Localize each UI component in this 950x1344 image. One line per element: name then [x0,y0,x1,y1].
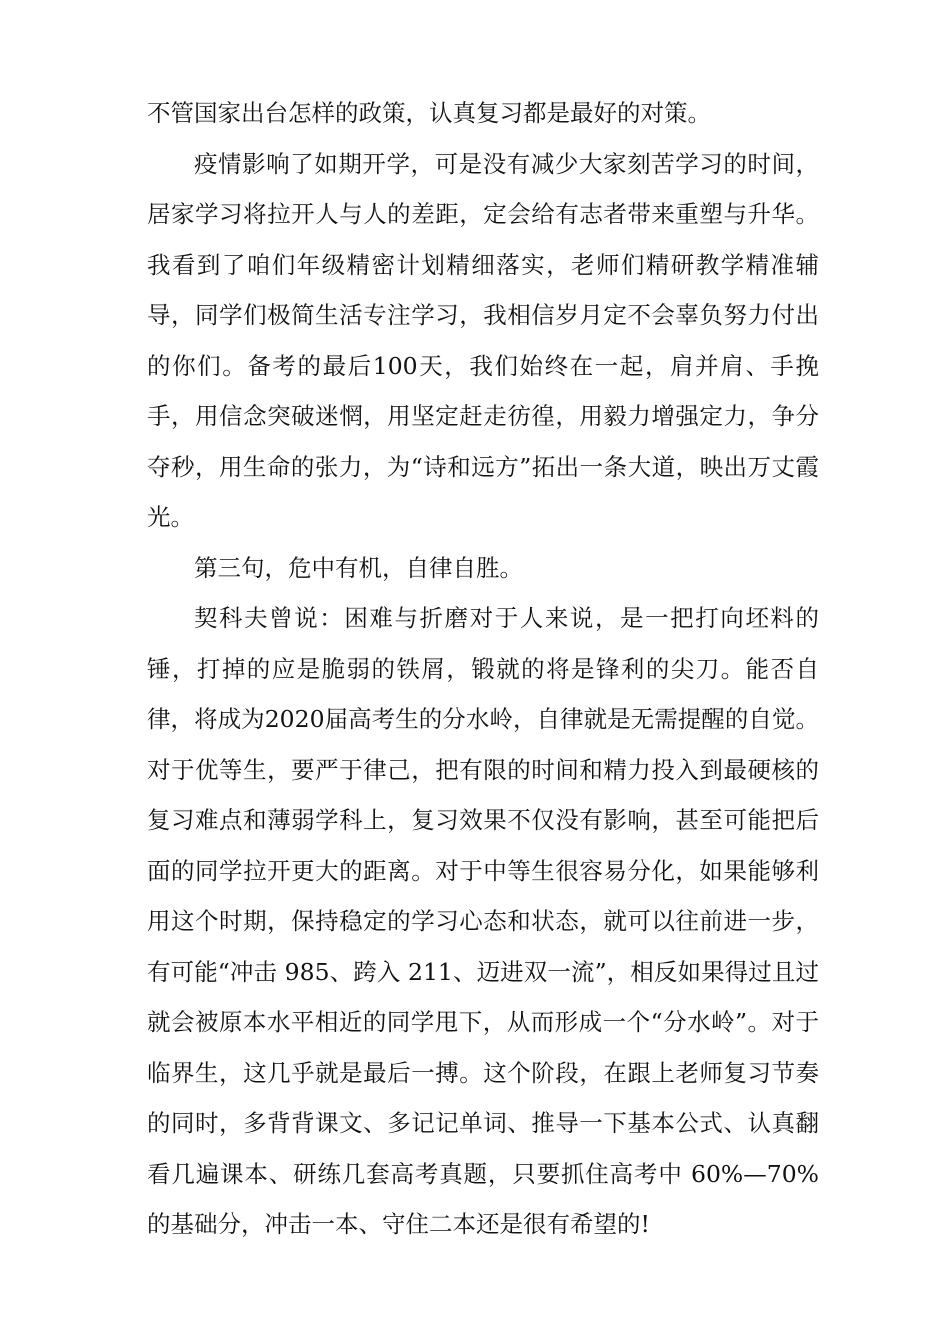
paragraph-epidemic-study: 疫情影响了如期开学，可是没有减少大家刻苦学习的时间，居家学习将拉开人与人的差距，定会给有志者带来重塑与升华。我看到了咱们年级精密计划精细落实，老师们精研教学精准辅导，同学们极简生活专注学习，我相信岁月定不会辜负努力付出的你们。备考的最后100天，我们始终在一起，肩并肩、手挽手，用信念突破迷惘，用坚定赶走彷徨，用毅力增强定力，争分夺秒，用生命的张力，为“诗和远方”拓出一条大道，映出万丈霞光。 [147,149,819,531]
paragraph-self-discipline: 契科夫曾说：困难与折磨对于人来说，是一把打向坯料的锤，打掉的应是脆弱的铁屑，锻就的将是锋利的尖刀。能否自律，将成为2020届高考生的分水岭，自律就是无需提醒的自觉。对于优等生，要严于律己，把有限的时间和精力投入到最硬核的复习难点和薄弱学科上，复习效果不仅没有影响，甚至可能把后面的同学拉开更大的距离。对于中等生很容易分化，如果能够利用这个时期，保持稳定的学习心态和状态，就可以往前进一步，有可能“冲击 985、跨入 211、迈进双一流”，相反如果得过且过就会被原本水平相近的同学甩下，从而形成一个“分水岭”。对于临界生，这几乎就是最后一搏。这个阶段，在跟上老师复习节奏的同时，多背背课文、多记记单词、推导一下基本公式、认真翻看几遍课本、研练几套高考真题，只要抓住高考中 60%—70%的基础分，冲击一本、守住二本还是很有希望的! [147,604,819,1238]
paragraph-continuation: 不管国家出台怎样的政策，认真复习都是最好的对策。 [147,99,711,127]
document-body [147,88,819,1250]
paragraph-section-heading: 第三句，危中有机，自律自胜。 [194,553,523,582]
